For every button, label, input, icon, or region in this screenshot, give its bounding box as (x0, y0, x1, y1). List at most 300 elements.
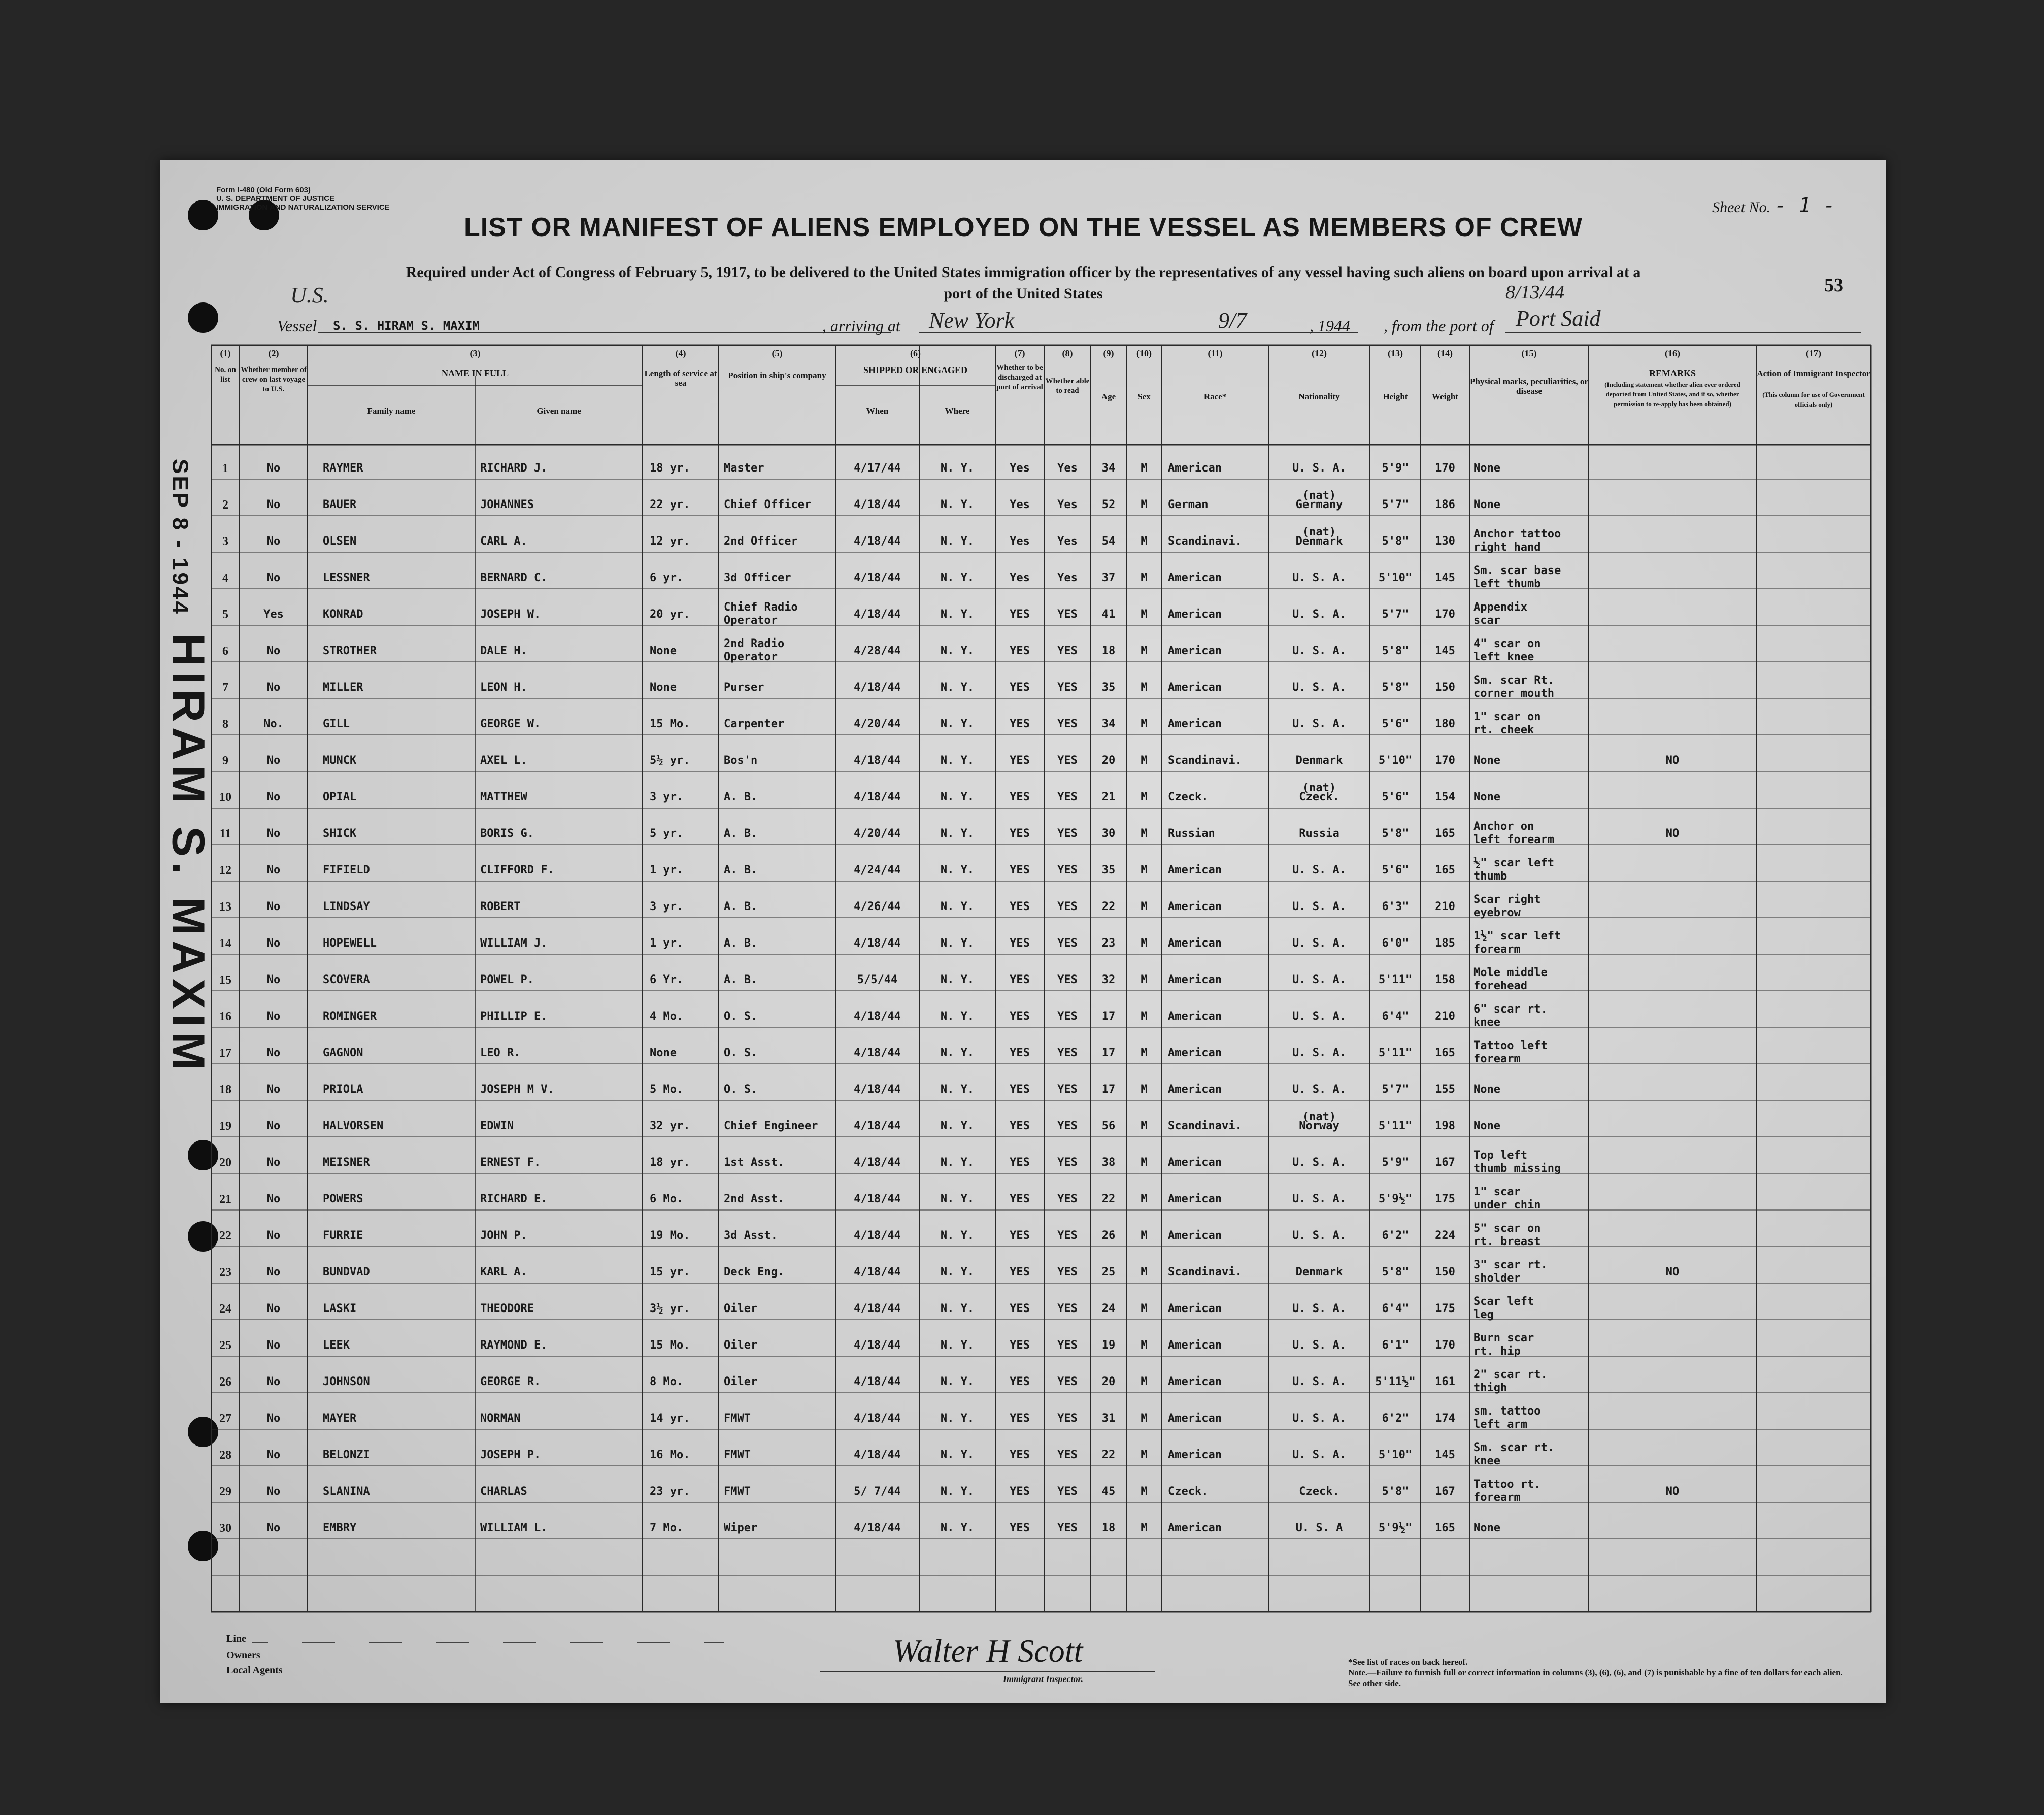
cell-discharged: Yes (1010, 535, 1030, 548)
cell-position: A. B. (724, 973, 758, 986)
cell-age: 22 (1101, 1193, 1116, 1205)
cell-nationality: U. S. A. (1292, 900, 1346, 913)
cell-shipped-where: N. Y. (940, 937, 975, 950)
cell-last-voyage: No (266, 1120, 281, 1132)
cell-sex: M (1141, 1120, 1148, 1132)
cell-length-service: 18 yr. (650, 1156, 690, 1169)
cell-nationality: U. S. A. (1292, 462, 1346, 475)
cell-last-voyage: No (266, 900, 281, 913)
cell-discharged: YES (1010, 1083, 1030, 1096)
stamp-date: SEP 8 - 1944 (167, 458, 193, 616)
cell-nationality: U. S. A. (1292, 718, 1346, 730)
cell-physical-marks-line-2: forearm (1473, 943, 1521, 956)
cell-last-voyage: No (266, 1449, 281, 1461)
cell-physical-marks-line-2: forehead (1473, 980, 1527, 992)
cell-nationality-note: (nat) (1302, 526, 1336, 539)
header-shipped-engaged: SHIPPED OR ENGAGED (863, 365, 968, 375)
cell-length-service: None (650, 645, 677, 657)
cell-able-to-read: YES (1057, 1449, 1078, 1461)
cell-able-to-read: YES (1057, 1010, 1078, 1023)
cell-family-name: BUNDVAD (323, 1266, 370, 1279)
cell-given-name: RAYMOND E. (480, 1339, 548, 1352)
cell-shipped-where: N. Y. (940, 681, 975, 694)
cell-given-name: DALE H. (480, 645, 527, 657)
cell-given-name: CLIFFORD F. (480, 864, 554, 877)
cell-shipped-when: 4/24/44 (854, 864, 901, 877)
cell-physical-marks: Sm. scar rt. (1473, 1441, 1554, 1454)
cell-nationality: U. S. A. (1292, 572, 1346, 584)
cell-family-name: STROTHER (323, 645, 377, 657)
cell-able-to-read: YES (1057, 827, 1078, 840)
cell-age: 17 (1101, 1010, 1116, 1023)
cell-physical-marks: Mole middle (1473, 966, 1548, 979)
cell-physical-marks-line-2: forearm (1473, 1491, 1521, 1504)
table-row (160, 450, 1886, 486)
cell-family-name: SCOVERA (323, 973, 370, 986)
cell-last-voyage: No (266, 827, 281, 840)
cell-last-voyage: No (266, 572, 281, 584)
cell-race: American (1168, 973, 1222, 986)
cell-sex: M (1141, 1375, 1148, 1388)
cell-physical-marks-line-2: knee (1473, 1455, 1500, 1467)
cell-given-name: GEORGE W. (480, 718, 541, 730)
cell-height: 5'9½" (1378, 1522, 1413, 1534)
form-number (216, 186, 390, 212)
cell-last-voyage: No (266, 1485, 281, 1498)
cell-race: American (1168, 1449, 1222, 1461)
local-agents-label: Local Agents (226, 1665, 283, 1676)
cell-physical-marks: 1½" scar left (1473, 930, 1561, 943)
cell-shipped-where: N. Y. (940, 864, 975, 877)
cell-family-name: FURRIE (323, 1229, 363, 1242)
cell-given-name: ROBERT (480, 900, 521, 913)
line-number: 13 (219, 900, 231, 914)
cell-weight: 150 (1435, 681, 1455, 694)
line-number: 20 (219, 1156, 231, 1169)
header-remarks: REMARKS (1649, 368, 1696, 378)
cell-race: Russian (1168, 827, 1215, 840)
line-field (252, 1642, 724, 1643)
arriving-label: , arriving at (822, 317, 900, 335)
stamp-text (162, 459, 214, 1075)
cell-last-voyage: No (266, 535, 281, 548)
cell-given-name: CARL A. (480, 535, 527, 548)
cell-position: A. B. (724, 864, 758, 877)
cell-able-to-read: YES (1057, 1193, 1078, 1205)
table-row (160, 1217, 1886, 1254)
cell-height: 6'4" (1382, 1010, 1409, 1023)
vessel-line (237, 306, 1861, 338)
cell-race: American (1168, 1339, 1222, 1352)
cell-age: 56 (1101, 1120, 1116, 1132)
cell-shipped-where: N. Y. (940, 1120, 975, 1132)
cell-family-name: MAYER (323, 1412, 357, 1425)
cell-sex: M (1141, 1010, 1148, 1023)
line-number: 23 (219, 1266, 231, 1279)
year: , 1944 (1310, 317, 1350, 335)
table-row (160, 925, 1886, 961)
cell-sex: M (1141, 937, 1148, 950)
cell-shipped-where: N. Y. (940, 1266, 975, 1279)
table-row (160, 1107, 1886, 1144)
cell-shipped-where: N. Y. (940, 1047, 975, 1059)
requirement-text (231, 262, 1815, 305)
line-number: 16 (219, 1010, 231, 1023)
cell-physical-marks: None (1473, 1522, 1500, 1534)
cell-discharged: YES (1010, 1266, 1030, 1279)
cell-shipped-when: 4/18/44 (854, 608, 901, 621)
cell-nationality: Denmark (1295, 1266, 1343, 1279)
cell-sex: M (1141, 462, 1148, 475)
cell-race: German (1168, 498, 1209, 511)
table-row (160, 888, 1886, 925)
cell-physical-marks-line-2: sholder (1473, 1272, 1521, 1285)
cell-discharged: YES (1010, 900, 1030, 913)
cell-age: 54 (1101, 535, 1116, 548)
column-number: (13) (1388, 348, 1403, 358)
cell-position: O. S. (724, 1083, 758, 1096)
cell-height: 5'9" (1382, 1156, 1409, 1169)
table-row (160, 961, 1886, 998)
cell-given-name: LEO R. (480, 1047, 521, 1059)
cell-last-voyage: No (266, 937, 281, 950)
cell-height: 5'6" (1382, 864, 1409, 877)
cell-weight: 158 (1435, 973, 1455, 986)
cell-physical-marks: 2" scar rt. (1473, 1368, 1548, 1381)
cell-length-service: 19 Mo. (650, 1229, 690, 1242)
cell-family-name: PRIOLA (323, 1083, 363, 1096)
column-number: (5) (772, 348, 783, 358)
cell-shipped-where: N. Y. (940, 1412, 975, 1425)
cell-weight: 145 (1435, 1449, 1455, 1461)
cell-length-service: 5 Mo. (650, 1083, 684, 1096)
cell-age: 25 (1101, 1266, 1116, 1279)
table-row (160, 1254, 1886, 1290)
header-physical-marks: Physical marks, peculiarities, or disease (1470, 377, 1588, 396)
cell-race: American (1168, 1156, 1222, 1169)
cell-race: American (1168, 1010, 1222, 1023)
cell-race: American (1168, 645, 1222, 657)
cell-length-service: 5½ yr. (650, 754, 690, 767)
cell-race: American (1168, 718, 1222, 730)
cell-remarks: NO (1665, 827, 1680, 840)
cell-shipped-where: N. Y. (940, 1449, 975, 1461)
cell-sex: M (1141, 535, 1148, 548)
header-race: Race* (1203, 392, 1227, 401)
cell-position: 2nd Officer (724, 535, 798, 548)
cell-height: 5'6" (1382, 791, 1409, 803)
cell-last-voyage: No (266, 681, 281, 694)
cell-family-name: HALVORSEN (323, 1120, 384, 1132)
inspector-label: Immigrant Inspector. (1003, 1674, 1084, 1684)
cell-nationality: U. S. A. (1292, 1302, 1346, 1315)
cell-shipped-where: N. Y. (940, 827, 975, 840)
header-weight: Weight (1432, 392, 1458, 401)
line-number: 24 (219, 1302, 231, 1316)
cell-last-voyage: No (266, 791, 281, 803)
cell-physical-marks: 5" scar on (1473, 1222, 1541, 1235)
column-number: (12) (1312, 348, 1327, 358)
cell-length-service: None (650, 681, 677, 694)
cell-discharged: YES (1010, 973, 1030, 986)
cell-age: 23 (1101, 937, 1116, 950)
cell-nationality: U. S. A. (1292, 1010, 1346, 1023)
cell-weight: 186 (1435, 498, 1455, 511)
cell-discharged: YES (1010, 1412, 1030, 1425)
cell-sex: M (1141, 1266, 1148, 1279)
cell-sex: M (1141, 864, 1148, 877)
cell-weight: 185 (1435, 937, 1455, 950)
cell-given-name: MATTHEW (480, 791, 527, 803)
cell-length-service: 6 Mo. (650, 1193, 684, 1205)
table-row (160, 523, 1886, 559)
cell-nationality: Russia (1299, 827, 1339, 840)
cell-discharged: YES (1010, 1229, 1030, 1242)
cell-physical-marks-line-2: thumb missing (1473, 1162, 1561, 1175)
cell-weight: 161 (1435, 1375, 1455, 1388)
cell-sex: M (1141, 1083, 1148, 1096)
cell-height: 5'8" (1382, 681, 1409, 694)
table-row (160, 1473, 1886, 1509)
cell-last-voyage: No (266, 462, 281, 475)
cell-weight: 130 (1435, 535, 1455, 548)
cell-position: O. S. (724, 1010, 758, 1023)
cell-shipped-where: N. Y. (940, 1229, 975, 1242)
cell-shipped-when: 4/18/44 (854, 681, 901, 694)
cell-weight: 165 (1435, 864, 1455, 877)
cell-race: American (1168, 1522, 1222, 1534)
cell-age: 45 (1101, 1485, 1116, 1498)
cell-physical-marks-line-2: rt. cheek (1473, 724, 1534, 736)
table-row (160, 669, 1886, 705)
cell-weight: 165 (1435, 827, 1455, 840)
cell-shipped-when: 4/18/44 (854, 1010, 901, 1023)
cell-physical-marks: Tattoo left (1473, 1039, 1548, 1052)
cell-given-name: THEODORE (480, 1302, 534, 1315)
cell-race: American (1168, 937, 1222, 950)
cell-physical-marks: 6" scar rt. (1473, 1003, 1548, 1016)
cell-nationality: U. S. A. (1292, 1412, 1346, 1425)
line-number: 17 (219, 1047, 231, 1060)
cell-age: 18 (1101, 645, 1116, 657)
cell-length-service: 15 Mo. (650, 1339, 690, 1352)
cell-age: 52 (1101, 498, 1116, 511)
line-number: 28 (219, 1449, 231, 1462)
cell-weight: 167 (1435, 1485, 1455, 1498)
cell-height: 5'8" (1382, 645, 1409, 657)
footnote-penalty: Note.—Failure to furnish full or correct information in columns (3), (6), (6), and (7) is punishable by a fine of ten dollars for each alien. See other side. (1348, 1668, 1843, 1688)
cell-nationality: Norway (1299, 1120, 1339, 1132)
cell-position: 3d Asst. (724, 1229, 778, 1242)
cell-shipped-when: 4/18/44 (854, 535, 901, 548)
line-number: 19 (219, 1120, 231, 1133)
cell-shipped-where: N. Y. (940, 718, 975, 730)
cell-nationality: Denmark (1295, 535, 1343, 548)
binder-hole (188, 302, 218, 333)
cell-physical-marks: Scar left (1473, 1295, 1534, 1308)
cell-length-service: 5 yr. (650, 827, 684, 840)
line-number: 12 (219, 864, 231, 877)
cell-physical-marks: Sm. scar base (1473, 564, 1561, 577)
cell-weight: 170 (1435, 462, 1455, 475)
line-number: 6 (222, 645, 228, 658)
cell-weight: 170 (1435, 608, 1455, 621)
cell-shipped-when: 4/18/44 (854, 1083, 901, 1096)
cell-height: 5'11" (1378, 1047, 1413, 1059)
signature-line (820, 1671, 1155, 1672)
cell-weight: 145 (1435, 572, 1455, 584)
cell-length-service: 1 yr. (650, 864, 684, 877)
cell-race: Scandinavi. (1168, 1120, 1242, 1132)
header-sex: Sex (1137, 392, 1151, 401)
cell-position: FMWT (724, 1449, 751, 1461)
cell-length-service: 16 Mo. (650, 1449, 690, 1461)
cell-weight: 175 (1435, 1302, 1455, 1315)
page-number: 53 (1824, 275, 1844, 296)
cell-shipped-when: 4/18/44 (854, 1047, 901, 1059)
cell-length-service: 3 yr. (650, 791, 684, 803)
cell-physical-marks-line-2: left arm (1473, 1418, 1527, 1431)
cell-last-voyage: No (266, 1375, 281, 1388)
header-name-in-full: NAME IN FULL (441, 368, 509, 378)
line-number: 29 (219, 1485, 231, 1498)
cell-height: 6'2" (1382, 1229, 1409, 1242)
header-action-note: (This column for use of Government officials only) (1762, 391, 1865, 408)
cell-sex: M (1141, 1449, 1148, 1461)
table-row (160, 486, 1886, 523)
cell-last-voyage: No (266, 498, 281, 511)
cell-last-voyage: No (266, 864, 281, 877)
cell-physical-marks: 1" scar (1473, 1186, 1521, 1198)
cell-physical-marks: Burn scar (1473, 1332, 1534, 1345)
cell-discharged: YES (1010, 1522, 1030, 1534)
cell-last-voyage: No (266, 973, 281, 986)
cell-remarks: NO (1665, 1485, 1680, 1498)
header-action: Action of Immigrant Inspector (1757, 368, 1870, 378)
cell-position: Chief Radio (724, 601, 798, 614)
footnote-races: *See list of races on back hereof. (1348, 1657, 1468, 1667)
cell-discharged: YES (1010, 1156, 1030, 1169)
cell-given-name: ERNEST F. (480, 1156, 541, 1169)
cell-height: 5'8" (1382, 827, 1409, 840)
line-number: 4 (222, 572, 228, 585)
cell-shipped-when: 4/18/44 (854, 937, 901, 950)
cell-age: 24 (1101, 1302, 1116, 1315)
cell-position: Master (724, 462, 764, 475)
cell-discharged: Yes (1010, 572, 1030, 584)
cell-height: 6'3" (1382, 900, 1409, 913)
table-row (160, 815, 1886, 852)
cell-physical-marks: Tattoo rt. (1473, 1478, 1541, 1491)
cell-shipped-when: 4/18/44 (854, 498, 901, 511)
cell-height: 5'6" (1382, 718, 1409, 730)
cell-weight: 224 (1435, 1229, 1455, 1242)
cell-height: 5'10" (1378, 754, 1413, 767)
cell-height: 5'7" (1382, 498, 1409, 511)
cell-physical-marks: ½" scar left (1473, 857, 1554, 869)
cell-race: Scandinavi. (1168, 535, 1242, 548)
cell-sex: M (1141, 608, 1148, 621)
cell-sex: M (1141, 827, 1148, 840)
line-number: 14 (219, 937, 231, 950)
stamp-ship-name: HIRAM S. MAXIM (162, 633, 214, 1075)
cell-able-to-read: YES (1057, 1229, 1078, 1242)
cell-sex: M (1141, 1229, 1148, 1242)
cell-height: 6'2" (1382, 1412, 1409, 1425)
cell-physical-marks: Anchor on (1473, 820, 1534, 833)
cell-weight: 167 (1435, 1156, 1455, 1169)
column-number: (7) (1014, 348, 1025, 358)
cell-shipped-where: N. Y. (940, 1156, 975, 1169)
cell-physical-marks: None (1473, 498, 1500, 511)
column-number: (3) (470, 348, 481, 358)
arrival-date: 9/7 (1218, 308, 1247, 333)
cell-given-name: JOHANNES (480, 498, 534, 511)
handwritten-us: U.S. (290, 283, 329, 308)
cell-shipped-when: 4/18/44 (854, 791, 901, 803)
header-member-last-voyage: Whether member of crew on last voyage to U.S. (241, 366, 307, 393)
cell-able-to-read: YES (1057, 1522, 1078, 1534)
table-row (160, 1363, 1886, 1400)
cell-family-name: OLSEN (323, 535, 357, 548)
cell-height: 5'9½" (1378, 1193, 1413, 1205)
cell-physical-marks-line-2: corner mouth (1473, 687, 1554, 700)
cell-sex: M (1141, 645, 1148, 657)
cell-able-to-read: YES (1057, 645, 1078, 657)
line-number: 30 (219, 1522, 231, 1535)
cell-age: 37 (1101, 572, 1116, 584)
vessel-name: S. S. HIRAM S. MAXIM (333, 319, 480, 333)
cell-able-to-read: YES (1057, 754, 1078, 767)
cell-discharged: YES (1010, 791, 1030, 803)
header-given-name: Given name (537, 406, 581, 416)
cell-length-service: 14 yr. (650, 1412, 690, 1425)
column-number: (4) (675, 348, 686, 358)
cell-age: 22 (1101, 900, 1116, 913)
cell-shipped-where: N. Y. (940, 791, 975, 803)
cell-able-to-read: Yes (1057, 535, 1078, 548)
cell-given-name: BERNARD C. (480, 572, 548, 584)
cell-given-name: CHARLAS (480, 1485, 527, 1498)
cell-nationality: U. S. A. (1292, 1339, 1346, 1352)
cell-last-voyage: No. (263, 718, 284, 730)
cell-length-service: 7 Mo. (650, 1522, 684, 1534)
cell-physical-marks: Anchor tattoo (1473, 528, 1561, 541)
cell-shipped-where: N. Y. (940, 462, 975, 475)
cell-able-to-read: YES (1057, 864, 1078, 877)
header-nationality: Nationality (1298, 392, 1340, 401)
cell-length-service: 6 Yr. (650, 973, 684, 986)
cell-family-name: FIFIELD (323, 864, 370, 877)
cell-able-to-read: YES (1057, 1266, 1078, 1279)
cell-nationality: Czeck. (1299, 1485, 1339, 1498)
table-row (160, 1034, 1886, 1071)
cell-last-voyage: No (266, 1522, 281, 1534)
page-title: LIST OR MANIFEST OF ALIENS EMPLOYED ON THE VESSEL AS MEMBERS OF CREW (464, 213, 1583, 242)
cell-weight: 210 (1435, 900, 1455, 913)
cell-nationality: U. S. A. (1292, 681, 1346, 694)
cell-nationality: U. S. A. (1292, 973, 1346, 986)
cell-age: 35 (1101, 864, 1116, 877)
line-number: 15 (219, 973, 231, 987)
cell-discharged: YES (1010, 827, 1030, 840)
cell-position: A. B. (724, 827, 758, 840)
cell-nationality: U. S. A. (1292, 1083, 1346, 1096)
cell-family-name: GILL (323, 718, 350, 730)
header-height: Height (1383, 392, 1408, 401)
cell-length-service: 3 yr. (650, 900, 684, 913)
from-label: , from the port of (1384, 317, 1494, 335)
